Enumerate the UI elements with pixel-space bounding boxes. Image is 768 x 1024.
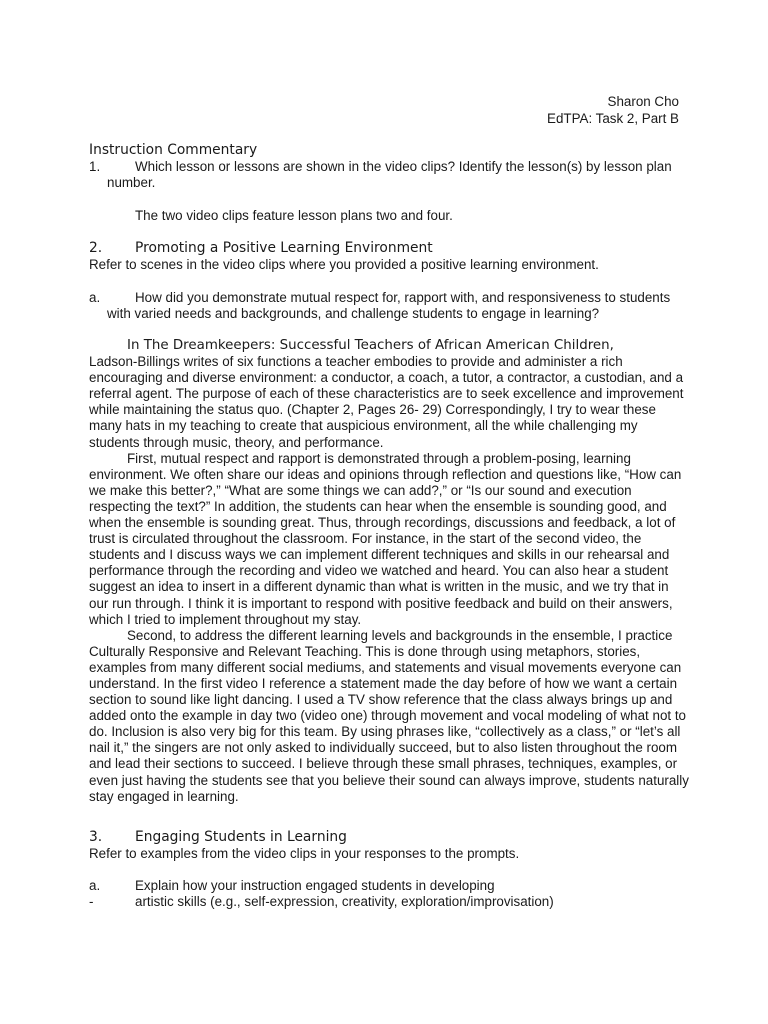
section-2-heading-row bbox=[89, 240, 689, 257]
section-3-question-a-prompt: Explain how your instruction engaged students in developing bbox=[135, 878, 495, 893]
section-2-question-a bbox=[89, 290, 689, 322]
section-2 bbox=[89, 240, 689, 273]
section-2-question-a-letter: a. bbox=[89, 290, 101, 305]
section-3-bullet-row bbox=[89, 894, 689, 910]
document-header bbox=[547, 93, 679, 127]
response-paragraph-1-body: Ladson-Billings writes of six functions a teacher embodies to provide and administer a rich encouraging and diverse environment: a conductor, a coach, a tutor, a contractor, a custodian, and a referral agent. The purpose of each of these characteristics are to seek excellence and improvement while maintaining the status quo. (Chapter 2, Pages 26- 29) Correspondingly, I try to wear these many hats in my teaching to create that auspicious environment, all the while challenging my students through music, theory, and performance. bbox=[89, 354, 684, 450]
question-1 bbox=[89, 159, 689, 191]
response-paragraph-1 bbox=[89, 337, 689, 354]
course-label: EdTPA: Task 2, Part B bbox=[547, 111, 679, 126]
section-3 bbox=[89, 829, 689, 862]
section-3-intro: Refer to examples from the video clips in your responses to the prompts. bbox=[89, 846, 520, 861]
commentary-title: Instruction Commentary bbox=[89, 142, 258, 158]
section-2-heading: Promoting a Positive Learning Environment bbox=[135, 240, 433, 256]
section-2-question-a-row bbox=[89, 290, 689, 322]
section-3-question-a bbox=[89, 878, 689, 910]
section-3-heading-row bbox=[89, 829, 689, 846]
section-3-bullet-text: artistic skills (e.g., self-expression, creativity, exploration/improvisation) bbox=[135, 894, 554, 910]
author-name: Sharon Cho bbox=[607, 94, 679, 109]
section-3-question-a-letter: a. bbox=[89, 878, 101, 893]
section-3-number: 3. bbox=[89, 829, 103, 845]
question-1-number: 1. bbox=[89, 159, 101, 174]
response-paragraph-1-lead: In The Dreamkeepers: Successful Teachers of African American Children, bbox=[127, 338, 614, 353]
section-2-number: 2. bbox=[89, 240, 103, 256]
section-3-question-a-row bbox=[89, 878, 689, 894]
question-1-prompt: Which lesson or lessons are shown in the video clips? Identify the lesson(s) by lesson plan number. bbox=[107, 159, 672, 191]
section-2-question-a-prompt: How did you demonstrate mutual respect for, rapport with, and responsiveness to students with varied needs and backgrounds, and challenge students to engage in learning? bbox=[107, 290, 671, 322]
response-paragraph-3: Second, to address the different learning levels and backgrounds in the ensemble, I practice Culturally Responsive and Relevant Teaching. This is done through using metaphors, stories, examples from many different social mediums, and statements and visual movements everyone can understand. In the first video I reference a statement made the day before of how we want a certain section to sound like light dancing. I used a TV show reference that the class always brings up and added onto the example in day two (video one) through movement and vocal modeling of what not to do. Inclusion is also very big for this team. By using phrases like, “collectively as a class,” or “let’s all nail it,” the singers are not only asked to individually succeed, but to also listen throughout the room and lead their sections to succeed. I believe through these small phrases, techniques, examples, or even just having the students see that you believe their sound can always improve, students naturally stay engaged in learning. bbox=[89, 627, 689, 804]
section-2-response bbox=[89, 337, 689, 805]
question-1-answer-block bbox=[135, 208, 695, 224]
section-3-heading: Engaging Students in Learning bbox=[135, 829, 347, 845]
section-3-bullet-mark: - bbox=[89, 894, 94, 910]
response-paragraph-2: First, mutual respect and rapport is demonstrated through a problem-posing, learning environment. We often share our ideas and opinions through reflection and questions like, “How can we make this better?,” “What are some things we can add?,” or “Is our sound and execution respecting the text?” In addition, the students can hear when the ensemble is sounding good, and when the ensemble is sounding great. Thus, through recordings, discussions and feedback, a lot of trust is circulated throughout the classroom. For instance, in the start of the second video, the students and I discuss ways we can implement different techniques and skills in our rehearsal and performance through the recording and video we watched and heard. You can also hear a student suggest an idea to insert in a different dynamic than what is written in the music, and we try that in our run through. I think it is important to respond with positive feedback and build on their answers, which I tried to implement throughout my stay. bbox=[89, 450, 682, 627]
commentary-title-block bbox=[89, 142, 689, 191]
section-2-intro: Refer to scenes in the video clips where you provided a positive learning environment. bbox=[89, 257, 599, 272]
question-1-answer: The two video clips feature lesson plans two and four. bbox=[135, 208, 453, 223]
